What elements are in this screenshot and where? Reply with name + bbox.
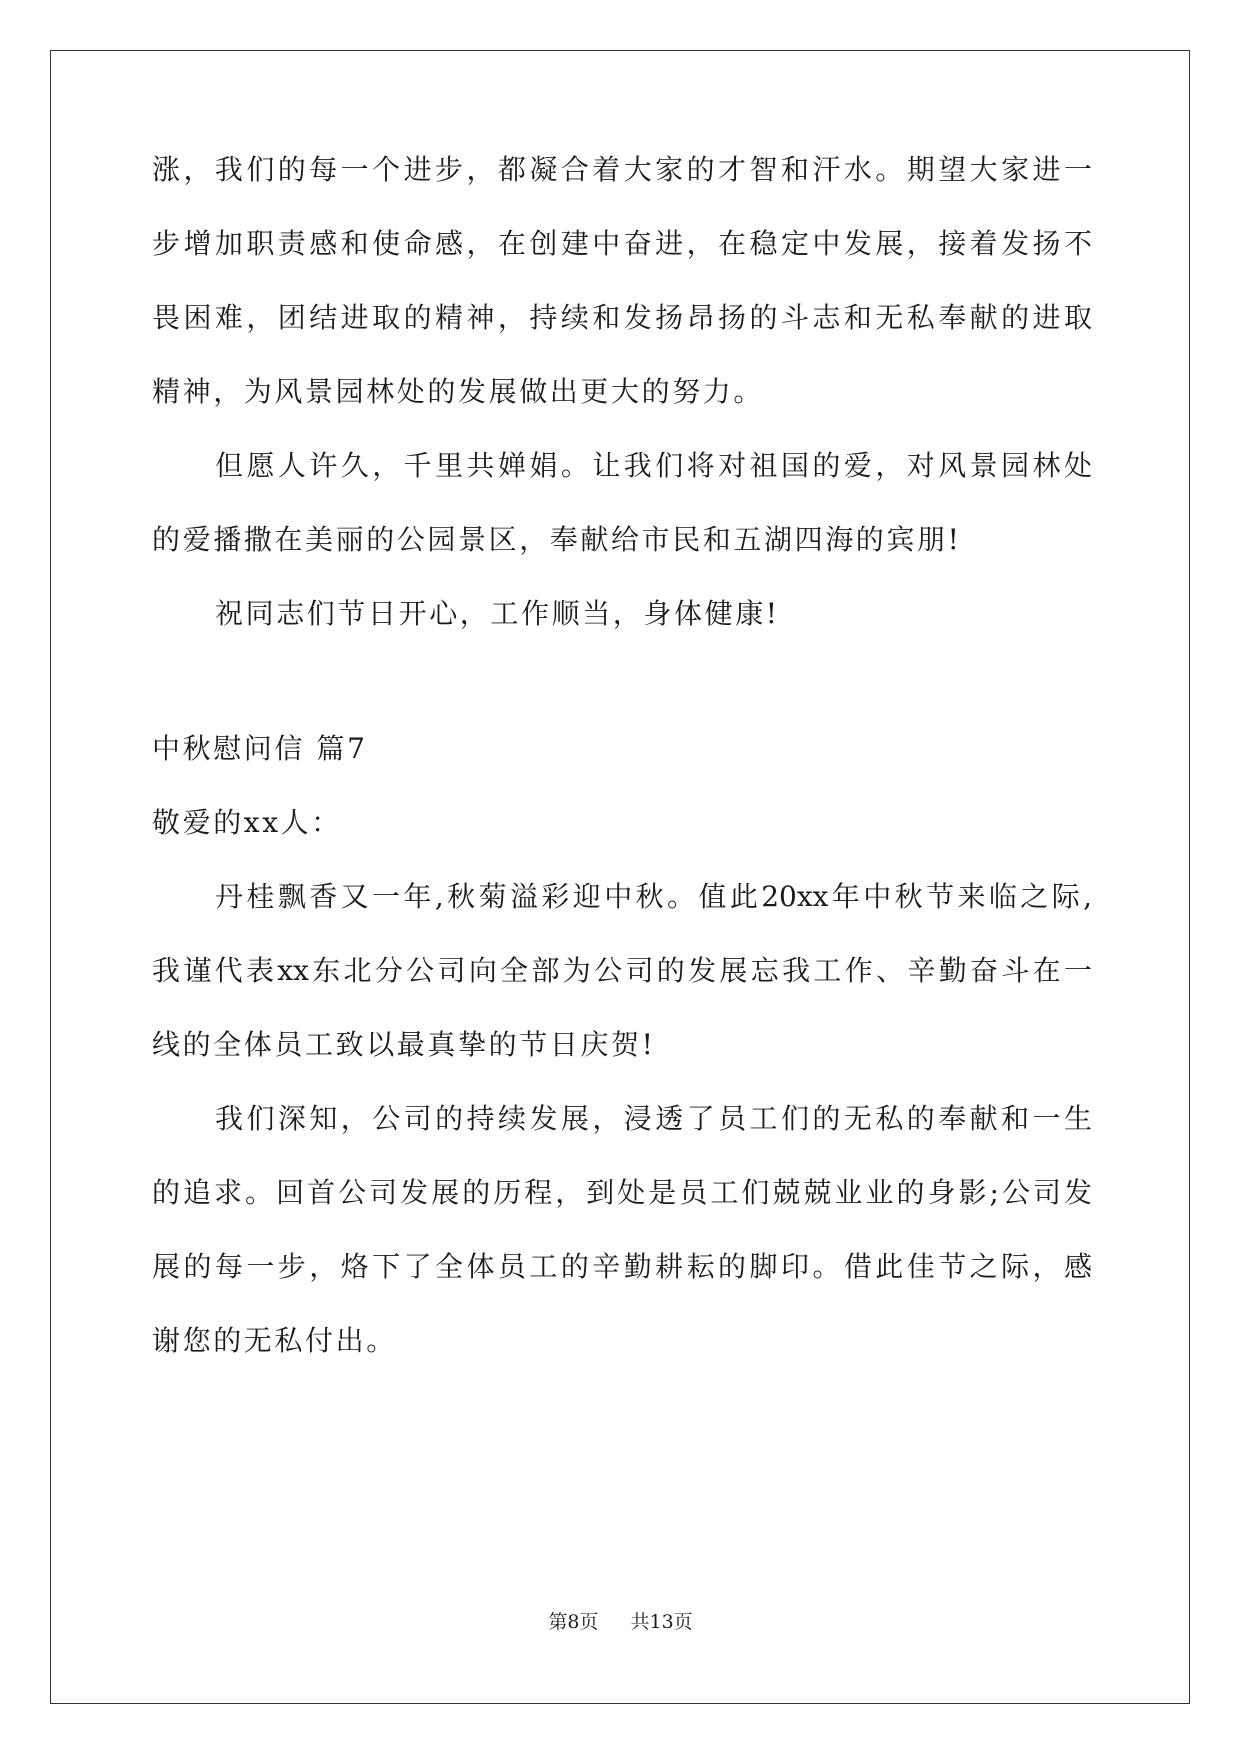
body-line-5: 但愿人许久，千里共婵娟。让我们将对祖国的爱，对风景园林处 — [215, 449, 1092, 482]
section-heading: 中秋慰问信 篇7 — [152, 732, 368, 765]
body-line-10: 线的全体员工致以最真挚的节日庆贺! — [152, 1028, 656, 1061]
body-line-13: 展的每一步，烙下了全体员工的辛勤耕耘的脚印。借此佳节之际，感 — [152, 1250, 1092, 1283]
body-line-4: 精神，为风景园林处的发展做出更大的努力。 — [152, 375, 765, 408]
body-line-8: 丹桂飘香又一年,秋菊溢彩迎中秋。值此20xx年中秋节来临之际, — [215, 880, 1092, 913]
body-line-9: 我谨代表xx东北分公司向全部为公司的发展忘我工作、辛勤奋斗在一 — [152, 954, 1092, 987]
body-line-11: 我们深知，公司的持续发展，浸透了员工们的无私的奉献和一生 — [215, 1102, 1092, 1135]
body-line-12: 的追求。回首公司发展的历程，到处是员工们兢兢业业的身影;公司发 — [152, 1176, 1092, 1209]
salutation: 敬爱的xx人： — [152, 806, 342, 839]
body-line-14: 谢您的无私付出。 — [152, 1324, 397, 1357]
page-number: 第8页 — [548, 1611, 599, 1633]
page-total: 共13页 — [630, 1611, 693, 1633]
body-line-1: 涨，我们的每一个进步，都凝合着大家的才智和汗水。期望大家进一 — [152, 153, 1092, 186]
page-footer — [0, 1610, 1241, 1634]
body-line-6: 的爱播撒在美丽的公园景区，奉献给市民和五湖四海的宾朋! — [152, 523, 962, 556]
body-line-3: 畏困难，团结进取的精神，持续和发扬昂扬的斗志和无私奉献的进取 — [152, 301, 1092, 334]
body-line-2: 步增加职责感和使命感，在创建中奋进，在稳定中发展，接着发扬不 — [152, 227, 1092, 260]
body-line-7: 祝同志们节日开心，工作顺当，身体健康! — [215, 597, 780, 630]
